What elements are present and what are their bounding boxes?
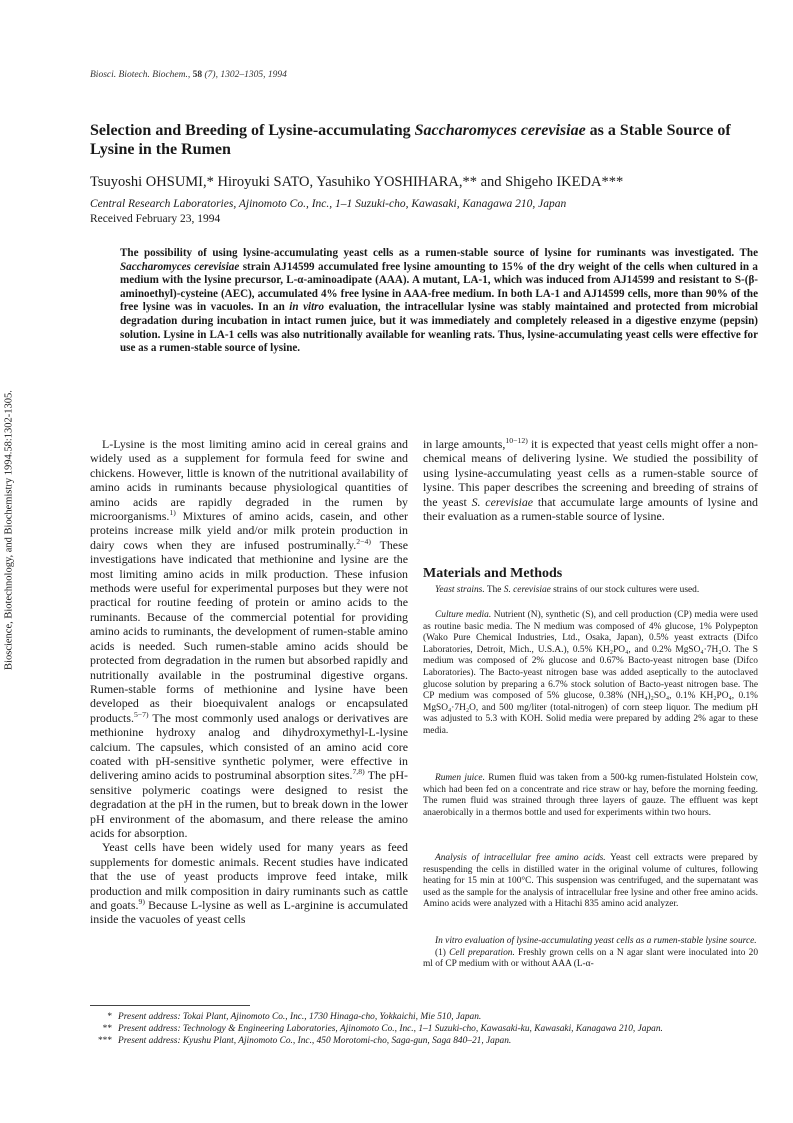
journal-issue-pages: (7), 1302–1305, 1994	[204, 70, 287, 80]
author-given-name: Tsuyoshi	[90, 174, 146, 190]
methods-text: Nutrient (N), synthetic (S), and cell production (CP) media were used as routine basic media. The N medium was composed of 4% glucose, 1% Polypepton (Wako Pure Chemical Industries, Ltd., Osaka, Japan), 0.5% yeast extracts (Difco Laboratories, Detroit, Mich., U.S.A.), 0.5% KH₂PO₄, and 0.2% MgSO₄·7H₂O. The S medium was composed of 2% glucose and 0.67% Bacto-yeast nitrogen base (Difco Laboratories). The Bacto-yeast nitrogen base was added aseptically to the autoclaved glucose solution by preparing a 6.7% stock solution of Bacto-yeast nitrogen base. The CP medium was composed of 5% glucose, 0.38% (NH₄)₂SO₄, 0.1% KH₂PO₄, 0.1% MgSO₄·7H₂O, and 500 mg/liter (total-nitrogen) of corn steep liquor. The medium pH was adjusted to 5.3 with KOH. Solid media were prepared by adding 2% agar to these media.	[423, 610, 758, 736]
abstract-text-2: strain AJ14599 accumulated free lysine amounting to 15% of the dry weight of the cells when cultured in a medium with the lysine precursor, L-α-aminoadipate (AAA). A mutant, LA-1, which was induced from AJ14599 and resistant to S-(β-aminoethyl)-cysteine (AEC), accumulated 4% free lysine in AAA-free medium. In both LA-1 and AJ14599 cells, more than 90% of the free lysine was in vacuoles. In an	[120, 260, 758, 314]
title-species: Saccharomyces cerevisiae	[414, 122, 586, 139]
citation-ref: 9)	[138, 897, 145, 907]
journal-volume: 58	[192, 70, 203, 80]
subsection-head: Cell preparation.	[449, 947, 515, 958]
abstract	[120, 247, 758, 356]
intro-text: These investigations have indicated that methionine and lysine are the most limiting amino acids in milk production. These infusion methods were useful for experimental purposes but they were not practical for routine feeding of protein or amino acids to the ruminants. Because of the commercial potential for providing amino acids to ruminants, the development of rumen-stable amino acids is needed. Such rumen-stable amino acids should be protected from degradation in the rumen but absorbed rapidly and nutritionally available in the postruminal digestive organs. Rumen-stable forms of methionine and lysine have been developed as their bioequivalent analogs or encapsulated products.	[90, 537, 408, 725]
footnotes	[90, 1012, 770, 1047]
methods-paragraph	[423, 948, 758, 971]
subsection-head: Yeast strains.	[435, 585, 485, 595]
citation-ref: 1)	[169, 508, 176, 518]
methods-rumen-juice	[423, 773, 758, 819]
intro-species: S. cerevisiae	[471, 494, 534, 509]
title-part-1: Selection and Breeding of Lysine-accumulating	[90, 122, 415, 139]
intro-text: The most commonly used analogs or derivatives are methionine hydroxy analog and dihydroxymethyl-L-lysine calcium. The capsules, which consisted of an amino acid core coated with pH-sensitive synthetic polymer, were effective in delivering amino acids to postruminal absorption sites.	[90, 710, 408, 783]
author-4	[477, 174, 623, 190]
section-heading-methods: Materials and Methods	[423, 566, 563, 581]
citation-ref: 5−7)	[133, 709, 149, 719]
author-family-name: OSHIHARA	[383, 174, 459, 190]
abstract-text-1: The possibility of using lysine-accumulating yeast cells as a rumen-stable source of lysine for ruminants was investigated. The	[120, 247, 758, 259]
intro-paragraph-1	[90, 437, 408, 840]
author-given-name: Hiroyuki	[213, 174, 274, 190]
citation-ref: 10−12)	[505, 436, 528, 446]
methods-yeast-strains	[423, 585, 758, 597]
author-family-initial: S	[273, 174, 282, 190]
subsection-head: In vitro evaluation of lysine-accumulating yeast cells as a rumen-stable lysine source.	[435, 936, 757, 946]
subsection-head: Rumen juice.	[435, 773, 485, 783]
footnote-mark: **	[102, 1023, 112, 1034]
methods-paragraph	[423, 585, 758, 597]
intro-text: The pH-sensitive polymeric coatings were designed to resist the degradation at the pH in the rumen, but to break down in the lower pH environment of the abomasum, and there release the amino acids for absorption.	[90, 768, 409, 840]
methods-text: Freshly grown cells on a N agar slant were inoculated into 20 ml of CP medium with or without AAA (L-α-	[423, 947, 759, 970]
author-mark: ***	[601, 174, 624, 190]
methods-paragraph	[423, 773, 758, 819]
subsection-head: Analysis of intracellular free amino acids.	[435, 853, 606, 863]
intro-text: it is expected that yeast cells might offer a non-chemical means of delivering lysine. We studied the possibility of using lysine-accumulating yeast cells as a rumen-stable source of lysine. This paper describes the screening and breeding of strains of the yeast	[423, 437, 758, 509]
abstract-in-vitro: in vitro	[289, 301, 325, 314]
intro-paragraph-3	[423, 437, 758, 523]
intro-left-column	[90, 437, 408, 927]
paper-title	[90, 121, 770, 159]
author-family-name: HSUMI	[156, 174, 204, 190]
intro-text: Mixtures of amino acids, casein, and other proteins increase milk yield and/or milk protein production in dairy cows when they are infused postruminally.	[90, 509, 408, 552]
intro-right-column	[423, 437, 758, 523]
abstract-text-3: evaluation, the intracellular lysine was stably maintained and protected from microbial degradation during incubation in intact rumen juice, but it was immediately and completely released in a digestive enzyme (pepsin) solution. Lysine in LA-1 cells was also nutritionally available for weanling rats. Thus, lysine-accumulating yeast cells were effective for use as a rumen-stable source of lysine.	[120, 301, 758, 355]
abstract-species: Saccharomyces cerevisiae	[120, 260, 240, 273]
footnote-divider	[90, 1005, 250, 1006]
methods-paragraph	[423, 936, 758, 948]
title-part-2: as a Stable Source of Lysine in the Rumen	[90, 122, 731, 158]
intro-text: Because L-lysine as well as L-arginine is accumulated inside the vacuoles of yeast cells	[90, 898, 409, 927]
side-citation	[2, 360, 16, 700]
footnote	[90, 1024, 770, 1036]
author-family-name: KEDA	[561, 174, 602, 190]
journal-citation	[90, 70, 287, 80]
footnote-text: Present address: Tokai Plant, Ajinomoto Co., Inc., 1730 Hinaga-cho, Yokkaichi, Mie 510, Japan.	[118, 1012, 482, 1022]
author-mark: ,	[309, 174, 314, 190]
subsection-head: Culture media.	[435, 610, 492, 620]
author-mark: ,**	[458, 174, 477, 190]
author-list	[90, 173, 770, 191]
footnote-text: Present address: Technology & Engineering Laboratories, Ajinomoto Co., Inc., 1–1 Suzuki-cho, Kawasaki-ku, Kawasaki, Kanagawa 210, Japan.	[118, 1023, 663, 1034]
side-citation-text: Bioscience, Biotechnology, and Biochemistry 1994.58:1302-1305.	[3, 390, 15, 670]
intro-text: that accumulate large amounts of lysine and their evaluation as a rumen-stable source of lysine.	[423, 494, 758, 524]
author-given-name: Yasuhiko	[313, 174, 374, 190]
intro-text: L-Lysine is the most limiting amino acid in cereal grains and widely used as a supplement for formula feed for swine and chickens. However, little is known of the nutritional availability of amino acids in ruminants because physiological quantities of amino acids are rapidly degraded in the rumen by microorganisms.	[90, 437, 408, 524]
intro-text: in large amounts,	[423, 437, 506, 451]
affiliation: Central Research Laboratories, Ajinomoto Co., Inc., 1–1 Suzuki-cho, Kawasaki, Kanagawa 210, Japan	[90, 198, 567, 210]
methods-text: Rumen fluid was taken from a 500-kg rumen-fistulated Holstein cow, which had been fed on a concentrate and rice straw or hay, before the morning feeding. The rumen fluid was strained through three layers of gauze. The effluent was kept anaerobically in a thermos bottle and used for experiments within two hours.	[423, 773, 758, 818]
methods-amino-acid-analysis	[423, 853, 758, 911]
methods-paragraph	[423, 610, 758, 738]
author-mark: ,*	[203, 174, 214, 190]
author-1	[90, 174, 214, 190]
footnote	[90, 1012, 770, 1024]
intro-paragraph-2	[90, 840, 408, 926]
methods-in-vitro-evaluation	[423, 936, 758, 971]
citation-ref: 7,8)	[352, 767, 365, 777]
footnote-mark: *	[107, 1012, 112, 1022]
author-2	[214, 174, 313, 190]
author-family-initial: O	[145, 174, 157, 190]
methods-text: The	[484, 585, 504, 595]
methods-culture-media	[423, 610, 758, 738]
received-date: Received February 23, 1994	[90, 213, 221, 225]
intro-text: Yeast cells have been widely used for many years as feed supplements for domestic animals. Recent studies have indicated that the use of yeast products improve feed intake, milk production and milk composition in dairy ruminants such as cattle and goats.	[90, 840, 408, 912]
methods-paragraph	[423, 853, 758, 911]
author-family-name: ATO	[281, 174, 310, 190]
author-given-name: and Shigeho	[476, 174, 557, 190]
author-family-initial: Y	[373, 174, 384, 190]
methods-species: S. cerevisiae	[503, 585, 551, 595]
footnote	[90, 1036, 770, 1048]
citation-ref: 2−4)	[356, 536, 371, 546]
footnote-text: Present address: Kyushu Plant, Ajinomoto Co., Inc., 450 Morotomi-cho, Saga-gun, Saga 840–21, Japan.	[118, 1035, 512, 1046]
methods-text: Yeast cell extracts were prepared by resuspending the cells in distilled water in the original volume of cultures, following heating for 15 min at 100°C. This suspension was centrifuged, and the supernatant was used as the sample for the analysis of intracellular free lysine and other free amino acids. Amino acids were analyzed with a Hitachi 835 amino acid analyzer.	[423, 853, 758, 910]
author-family-initial: I	[556, 174, 562, 190]
methods-text: strains of our stock cultures were used.	[550, 585, 700, 595]
item-number: (1)	[435, 947, 446, 958]
footnote-mark: ***	[97, 1035, 112, 1046]
author-3	[313, 174, 477, 190]
journal-name: Biosci. Biotech. Biochem.,	[90, 70, 191, 80]
